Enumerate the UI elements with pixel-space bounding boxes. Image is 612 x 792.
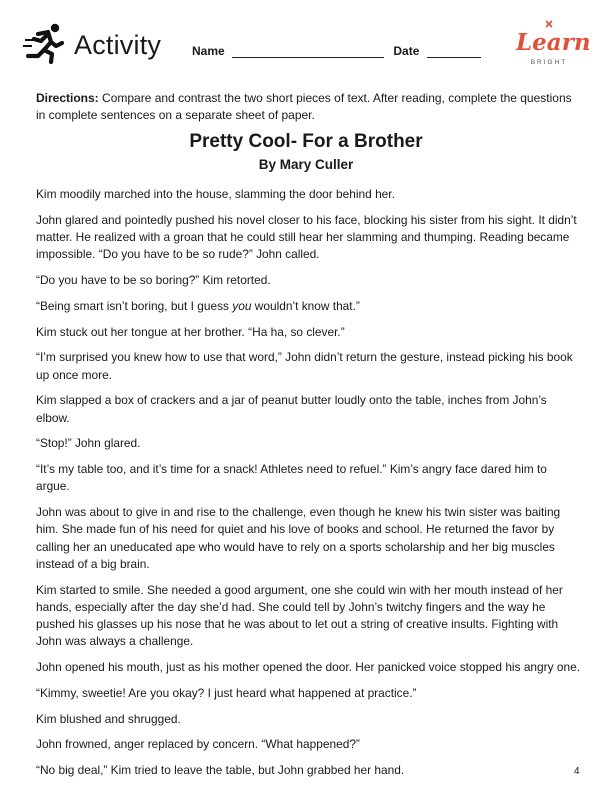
story-paragraph: Kim stuck out her tongue at her brother. “Ha ha, so clever.” <box>36 324 345 339</box>
page-header <box>0 0 612 80</box>
logo-mark-icon <box>545 20 553 28</box>
story-paragraph: “Stop!” John glared. <box>36 436 141 451</box>
story-paragraph: Kim started to smile. She needed a good argument, one she could win with her mouth instead of her hands, especially after the day she’d had. She could tell by John’s twitchy fingers and the way he pushed his glasses up his nose that he was about to let out a string of creative insults. Fighting with John was always a challenge. <box>36 582 563 649</box>
italic-word: you <box>232 298 252 313</box>
page-number: 4 <box>574 766 580 777</box>
story-paragraph: John glared and pointedly pushed his novel closer to his face, blocking his sister from his sight. It didn’t matter. He realized with a groan that he could still hear her slamming and thumping. Reading became impossible. “Do you have to be so rude?” John called. <box>36 212 577 262</box>
logo-subtitle: BRIGHT <box>530 59 568 66</box>
italic-after: wouldn’t know that.” <box>251 298 360 313</box>
story-author: By Mary Culler <box>258 157 354 172</box>
story-paragraph: “It’s my table too, and it’s time for a snack! Athletes need to refuel.” Kim’s angry face dared him to argue. <box>36 462 547 494</box>
running-person-icon <box>22 22 66 64</box>
story-paragraph: “I’m surprised you knew how to use that word,” John didn’t return the gesture, instead picking his book up once more. <box>36 350 573 382</box>
logo-word: Learn <box>516 29 591 56</box>
directions <box>36 90 578 124</box>
activity-heading: Activity <box>74 30 162 60</box>
date-field[interactable] <box>427 45 481 58</box>
story-body <box>36 186 582 788</box>
directions-text: Compare and contrast the two short pieces of text. After reading, complete the questions in complete sentences on a separate sheet of paper. <box>36 91 572 122</box>
italic-before: “Being smart isn’t boring, but I guess <box>36 298 233 313</box>
learn-bright-logo <box>516 20 591 72</box>
name-label: Name <box>192 44 225 58</box>
story-paragraph: “No big deal,” Kim tried to leave the table, but John grabbed her hand. <box>36 763 405 778</box>
story-paragraph: Kim blushed and shrugged. <box>36 711 181 726</box>
directions-label: Directions: <box>36 91 99 105</box>
name-field[interactable] <box>232 45 384 58</box>
story-paragraph: Kim slapped a box of crackers and a jar of peanut butter loudly onto the table, inches from John’s elbow. <box>36 393 547 425</box>
story-paragraph: John was about to give in and rise to the challenge, even though he knew his twin sister was baiting him. She made fun of his need for quiet and his love of books and school. He returned the favor by calling her an uneducated ape who would have to rely on a sports scholarship and her big muscles instead of a big brain. <box>36 505 561 571</box>
story-title: Pretty Cool- For a Brother <box>189 131 423 152</box>
story-paragraph: “Do you have to be so boring?” Kim retorted. <box>36 273 271 287</box>
story-paragraph: Kim moodily marched into the house, slamming the door behind her. <box>36 187 395 201</box>
date-label: Date <box>393 44 420 58</box>
name-date-fields <box>192 44 481 58</box>
story-paragraph: John opened his mouth, just as his mother opened the door. Her panicked voice stopped his angry one. <box>36 660 581 674</box>
story-paragraph: John frowned, anger replaced by concern. “What happened?” <box>36 737 360 752</box>
story-paragraph-italic <box>36 298 582 315</box>
story-paragraph: “Kimmy, sweetie! Are you okay? I just heard what happened at practice.” <box>36 685 417 700</box>
